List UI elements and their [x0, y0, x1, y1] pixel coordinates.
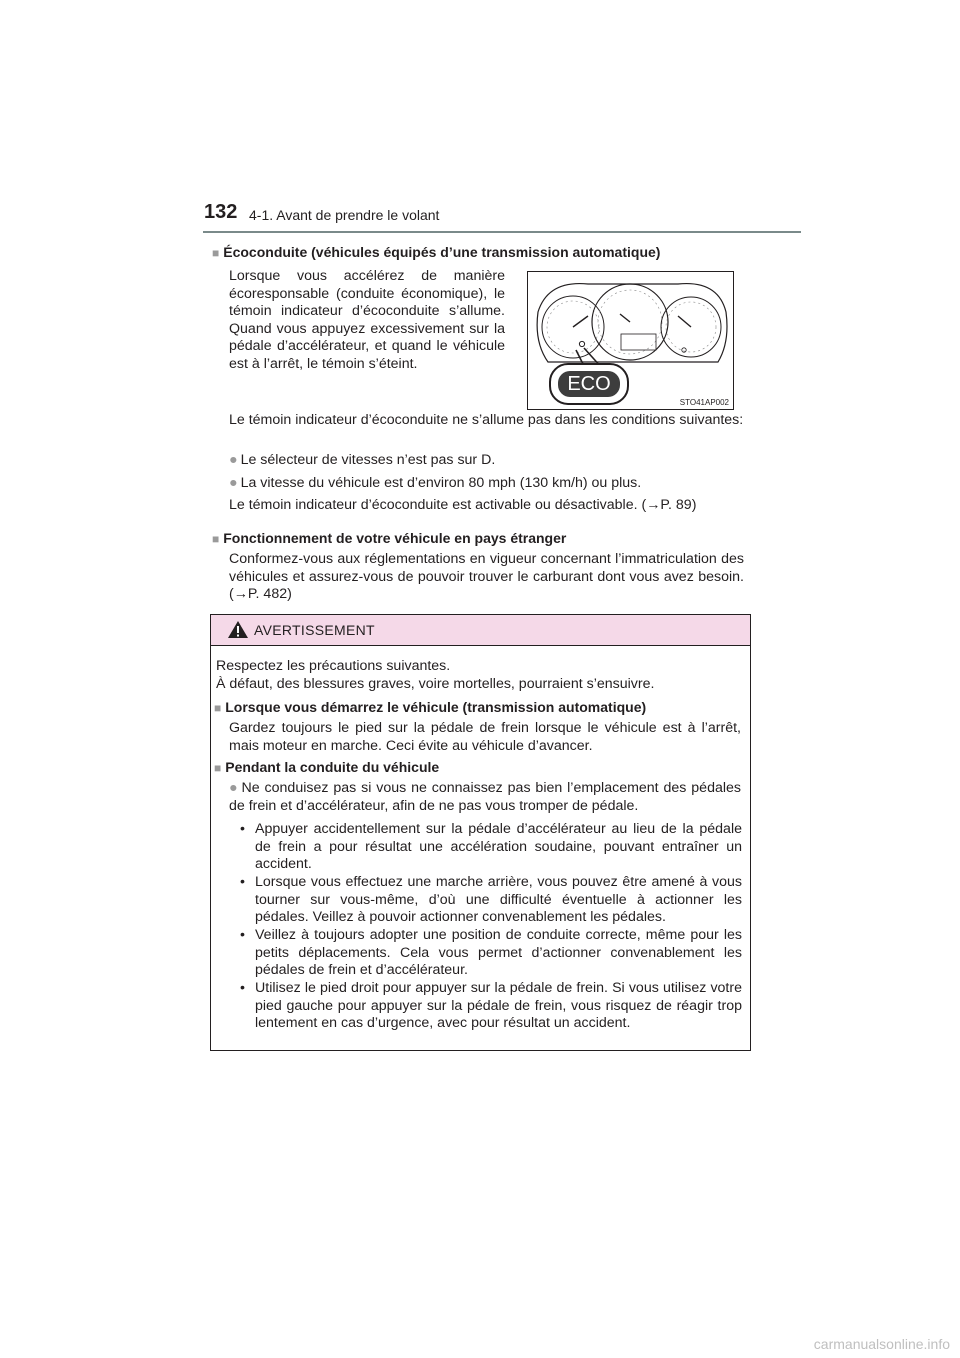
header-rule [203, 231, 801, 233]
eco-indicator-label: ECO [567, 373, 611, 395]
warning-start-heading: ■ Lorsque vous démarrez le véhicule (transmission automatique) [214, 699, 647, 715]
round-bullet-icon: ● [229, 475, 238, 491]
eco-not-on-text: Le témoin indicateur d’écoconduite ne s’allume pas dans les conditions suivantes: [229, 412, 744, 428]
warning-bullet: • Utilisez le pied droit pour appuyer sur la pédale de frein. Si vous utilisez votre pied gauche pour appuyer sur la pédale de frein, vous risquez de réagir trop lentement en cas d’urgence, avec pour résultat un accident. [240, 980, 742, 1031]
warning-title: AVERTISSEMENT [254, 622, 375, 638]
warning-intro-2: À défaut, des blessures graves, voire mortelles, pourraient s’ensuivre. [216, 676, 655, 692]
page-number: 132 [204, 201, 238, 223]
warning-box [210, 614, 751, 1051]
eco-condition-item: ● Le sélecteur de vitesses n’est pas sur D. [229, 452, 496, 468]
warning-bullet: • Veillez à toujours adopter une position de conduite correcte, même pour les petits déplacements. Cela vous permet d’actionner convenablement les pédales de frein et d’accélérateur. [240, 927, 742, 978]
eco-toggle-text: Le témoin indicateur d’écoconduite est activable ou désactivable. (→P. 89) [229, 497, 697, 513]
abroad-heading: ■ Fonctionnement de votre véhicule en pays étranger [212, 530, 567, 546]
eco-intro: Lorsque vous accélérez de manière écoresponsable (conduite économique), le témoin indicateur d’écoconduite s’allume. Quand vous appuyez excessivement sur la pédale d’accélérateur, et quand le véhicule est à l’arrêt, le témoin s’éteint. [229, 268, 505, 372]
square-bullet-icon: ■ [214, 761, 222, 775]
eco-condition-item: ● La vitesse du véhicule est d’environ 80 mph (130 km/h) ou plus. [229, 475, 642, 491]
square-bullet-icon: ■ [214, 701, 222, 715]
eco-indicator-figure [527, 271, 734, 410]
round-bullet-icon: ● [229, 452, 238, 468]
warning-intro-1: Respectez les précautions suivantes. [216, 658, 451, 674]
eco-heading: ■ Écoconduite (véhicules équipés d’une transmission automatique) [212, 244, 661, 260]
warning-triangle-icon [227, 620, 249, 639]
warning-bullet: • Lorsque vous effectuez une marche arrière, vous pouvez être amené à vous tourner sur vous-même, d’où une difficulté éventuelle à actionner les pédales. Veillez à pouvoir actionner convenablement les pédales. [240, 874, 742, 925]
warning-header [211, 615, 750, 646]
square-bullet-icon: ■ [212, 532, 220, 546]
warning-bullet: • Appuyer accidentellement sur la pédale d’accélérateur au lieu de la pédale de frein a pour résultat une accélération soudaine, pouvant entraîner un accident. [240, 821, 742, 872]
abroad-text: Conformez-vous aux réglementations en vigueur concernant l’immatriculation des véhicules et assurez-vous de pouvoir trouver le carburant dont vous avez besoin. (→P. 482) [229, 551, 744, 602]
round-bullet-icon: ● [229, 780, 239, 796]
warning-start-text: Gardez toujours le pied sur la pédale de frein lorsque le véhicule est à l’arrêt, mais moteur en marche. Ceci évite au véhicule d’avancer. [229, 720, 741, 754]
section-title: 4-1. Avant de prendre le volant [249, 207, 440, 223]
watermark: carmanualsonline.info [813, 1336, 950, 1352]
warning-driving-point: ● Ne conduisez pas si vous ne connaissez pas bien l’emplacement des pédales de frein et d’accélérateur, afin de ne pas vous tromper de pédale. [229, 780, 741, 814]
figure-code: STO41AP002 [679, 398, 729, 407]
warning-driving-heading: ■ Pendant la conduite du véhicule [214, 759, 440, 775]
square-bullet-icon: ■ [212, 246, 220, 260]
